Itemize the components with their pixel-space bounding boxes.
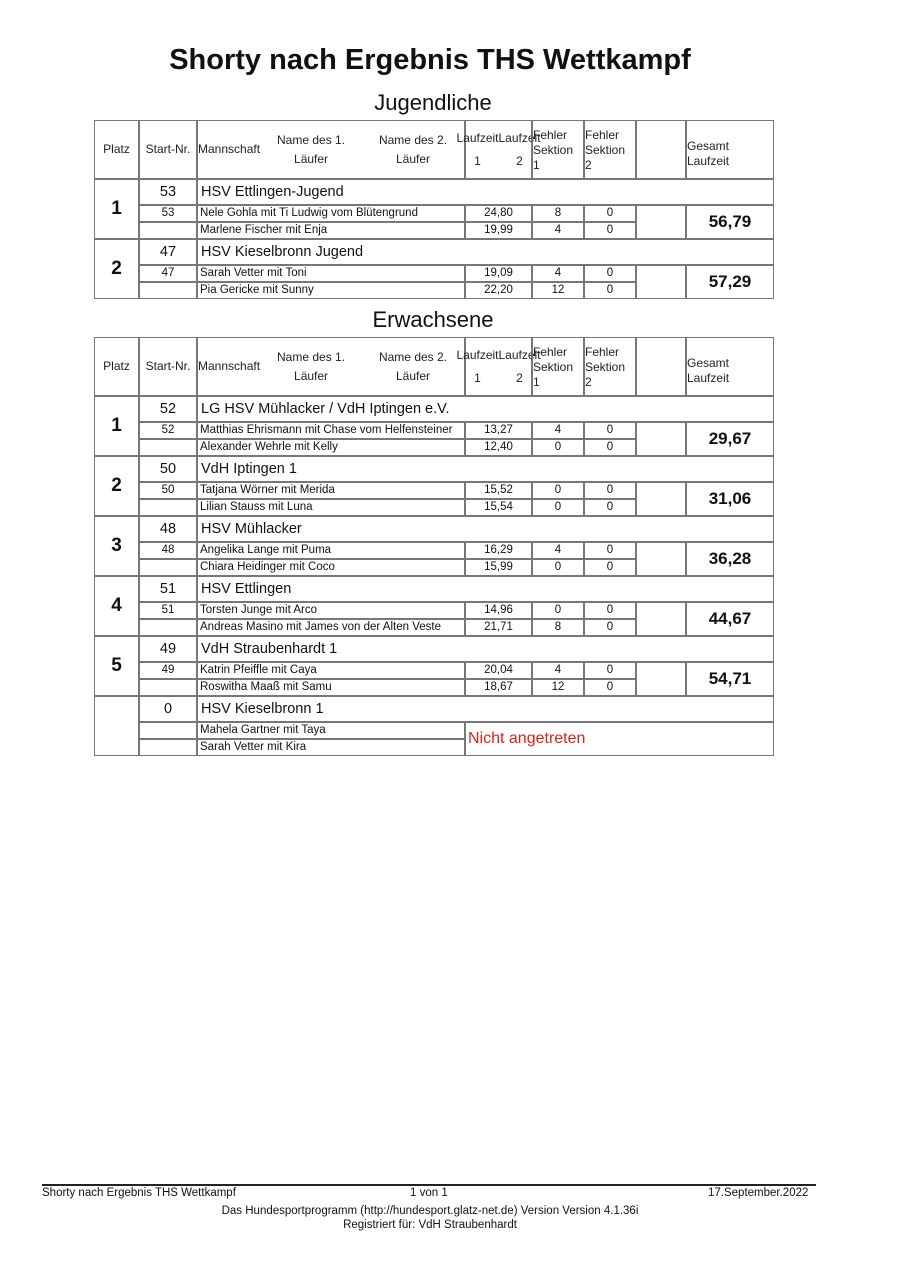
- header-team-line-1: Mannschaft: [198, 142, 261, 157]
- header-laufzeit-line-2: Laufzeit 2: [498, 347, 541, 385]
- runner-name: Andreas Masino mit James von der Alten Veste: [197, 619, 465, 636]
- runner-name: Matthias Ehrismann mit Chase vom Helfensteiner: [197, 422, 465, 439]
- runner-fehler-sektion-2: 0: [584, 482, 636, 499]
- header-blank-column: [636, 337, 686, 396]
- header-team-line-2: Name des 1. Läufer: [277, 349, 346, 383]
- header-fs1-line-2: Sektion: [533, 143, 574, 157]
- header-start-line-1: Start-: [145, 142, 175, 156]
- runner-name: Mahela Gartner mit Taya: [197, 722, 465, 739]
- header-fs2-line-2: Sektion: [585, 143, 626, 157]
- team-place: 5: [94, 636, 139, 696]
- header-total-line-2: Laufzeit: [687, 153, 730, 168]
- runner-laufzeit: 22,20: [465, 282, 532, 299]
- team-place: 4: [94, 576, 139, 636]
- header-start-line-2: Nr.: [175, 142, 191, 156]
- header-gesamt-laufzeit: [686, 120, 774, 179]
- runner-start-number: [139, 739, 197, 756]
- runner-fehler-sektion-1: 0: [532, 439, 584, 456]
- blank-cell: [636, 265, 686, 299]
- page-title: Shorty nach Ergebnis THS Wettkampf: [169, 44, 691, 76]
- team-total-time: 31,06: [686, 482, 774, 516]
- runner-fehler-sektion-2: 0: [584, 559, 636, 576]
- runner-laufzeit: 24,80: [465, 205, 532, 222]
- runner-fehler-sektion-2: 0: [584, 282, 636, 299]
- team-start-number: 53: [139, 179, 197, 205]
- header-laufzeit: [456, 120, 541, 179]
- runner-start-number: 50: [139, 482, 197, 499]
- runner-laufzeit: 19,99: [465, 222, 532, 239]
- runner-start-number: 48: [139, 542, 197, 559]
- team-name: HSV Mühlacker: [197, 516, 774, 542]
- runner-name: Marlene Fischer mit Enja: [197, 222, 465, 239]
- runner-fehler-sektion-2: 0: [584, 542, 636, 559]
- team-name: VdH Iptingen 1: [197, 456, 774, 482]
- footer-registration-line: Registriert für: VdH Straubenhardt: [343, 1219, 517, 1231]
- runner-fehler-sektion-1: 4: [532, 662, 584, 679]
- runner-laufzeit: 18,67: [465, 679, 532, 696]
- team-place: 2: [94, 239, 139, 299]
- header-fs1-line-3: 1: [533, 158, 540, 172]
- runner-name: Torsten Junge mit Arco: [197, 602, 465, 619]
- header-mannschaft: [197, 120, 465, 179]
- footer-divider: [42, 1184, 816, 1186]
- runner-start-number: [139, 222, 197, 239]
- blank-cell: [636, 602, 686, 636]
- header-start-line-1: Start-: [145, 359, 175, 373]
- team-total-time: 29,67: [686, 422, 774, 456]
- section-title: Erwachsene: [372, 307, 494, 333]
- header-laufzeit-line-1: Laufzeit 1: [456, 130, 499, 168]
- team-start-number: 49: [139, 636, 197, 662]
- runner-fehler-sektion-1: 0: [532, 559, 584, 576]
- team-place: [94, 696, 139, 756]
- runner-laufzeit: 15,54: [465, 499, 532, 516]
- team-start-number: 50: [139, 456, 197, 482]
- header-fehler-sektion-1: [532, 120, 584, 179]
- runner-fehler-sektion-2: 0: [584, 205, 636, 222]
- team-place: 1: [94, 179, 139, 239]
- runner-laufzeit: 15,99: [465, 559, 532, 576]
- runner-fehler-sektion-2: 0: [584, 422, 636, 439]
- header-team-line-1: Mannschaft: [198, 359, 261, 374]
- team-name: HSV Kieselbronn Jugend: [197, 239, 774, 265]
- header-start-nr: [139, 337, 197, 396]
- team-name: HSV Ettlingen-Jugend: [197, 179, 774, 205]
- runner-fehler-sektion-1: 12: [532, 282, 584, 299]
- header-fs1-line-1: Fehler: [533, 345, 568, 359]
- runner-fehler-sektion-2: 0: [584, 265, 636, 282]
- header-team-line-2: Name des 1. Läufer: [277, 132, 346, 166]
- runner-start-number: [139, 499, 197, 516]
- runner-name: Tatjana Wörner mit Merida: [197, 482, 465, 499]
- header-start-nr: [139, 120, 197, 179]
- runner-fehler-sektion-1: 4: [532, 265, 584, 282]
- blank-cell: [636, 482, 686, 516]
- runner-start-number: [139, 619, 197, 636]
- runner-name: Lilian Stauss mit Luna: [197, 499, 465, 516]
- header-fs2-line-3: 2: [585, 158, 592, 172]
- runner-name: Roswitha Maaß mit Samu: [197, 679, 465, 696]
- header-fehler-sektion-2: [584, 120, 636, 179]
- header-mannschaft: [197, 337, 465, 396]
- header-laufzeit-line-2: Laufzeit 2: [498, 130, 541, 168]
- team-total-time: 57,29: [686, 265, 774, 299]
- runner-start-number: 53: [139, 205, 197, 222]
- header-fs1-line-2: Sektion: [533, 360, 574, 374]
- team-start-number: 47: [139, 239, 197, 265]
- runner-fehler-sektion-2: 0: [584, 602, 636, 619]
- runner-laufzeit: 14,96: [465, 602, 532, 619]
- blank-cell: [636, 662, 686, 696]
- footer-page-number: 1 von 1: [410, 1187, 448, 1199]
- footer-software-line: Das Hundesportprogramm (http://hundesport.glatz-net.de) Version Version 4.1.36i: [221, 1205, 639, 1217]
- runner-fehler-sektion-1: 4: [532, 222, 584, 239]
- header-start-line-2: Nr.: [175, 359, 191, 373]
- runner-fehler-sektion-2: 0: [584, 662, 636, 679]
- team-name: VdH Straubenhardt 1: [197, 636, 774, 662]
- runner-fehler-sektion-1: 4: [532, 422, 584, 439]
- runner-name: Katrin Pfeiffle mit Caya: [197, 662, 465, 679]
- runner-fehler-sektion-1: 4: [532, 542, 584, 559]
- runner-laufzeit: 13,27: [465, 422, 532, 439]
- team-place: 1: [94, 396, 139, 456]
- runner-laufzeit: 21,71: [465, 619, 532, 636]
- team-total-time: 54,71: [686, 662, 774, 696]
- blank-cell: [636, 205, 686, 239]
- header-laufzeit-line-1: Laufzeit 1: [456, 347, 499, 385]
- runner-laufzeit: 16,29: [465, 542, 532, 559]
- header-fehler-sektion-2: [584, 337, 636, 396]
- runner-laufzeit: 12,40: [465, 439, 532, 456]
- header-platz: Platz: [94, 120, 139, 179]
- header-platz: Platz: [94, 337, 139, 396]
- runner-start-number: 52: [139, 422, 197, 439]
- runner-fehler-sektion-2: 0: [584, 499, 636, 516]
- runner-start-number: 49: [139, 662, 197, 679]
- header-fs2-line-1: Fehler: [585, 345, 620, 359]
- header-fs1-line-3: 1: [533, 375, 540, 389]
- runner-name: Chiara Heidinger mit Coco: [197, 559, 465, 576]
- team-name: HSV Ettlingen: [197, 576, 774, 602]
- runner-fehler-sektion-1: 0: [532, 602, 584, 619]
- runner-fehler-sektion-2: 0: [584, 679, 636, 696]
- team-start-number: 48: [139, 516, 197, 542]
- runner-fehler-sektion-1: 8: [532, 205, 584, 222]
- header-total-line-2: Laufzeit: [687, 370, 730, 385]
- runner-fehler-sektion-1: 12: [532, 679, 584, 696]
- runner-start-number: 47: [139, 265, 197, 282]
- runner-laufzeit: 19,09: [465, 265, 532, 282]
- team-place: 3: [94, 516, 139, 576]
- runner-name: Sarah Vetter mit Toni: [197, 265, 465, 282]
- header-fehler-sektion-1: [532, 337, 584, 396]
- runner-start-number: [139, 439, 197, 456]
- header-blank-column: [636, 120, 686, 179]
- header-team-line-3: Name des 2. Läufer: [378, 349, 448, 383]
- team-place: 2: [94, 456, 139, 516]
- header-total-line-1: Gesamt: [687, 355, 730, 370]
- runner-fehler-sektion-2: 0: [584, 222, 636, 239]
- header-fs1-line-1: Fehler: [533, 128, 568, 142]
- runner-name: Nele Gohla mit Ti Ludwig vom Blütengrund: [197, 205, 465, 222]
- team-start-number: 0: [139, 696, 197, 722]
- runner-start-number: [139, 679, 197, 696]
- blank-cell: [636, 542, 686, 576]
- runner-name: Alexander Wehrle mit Kelly: [197, 439, 465, 456]
- runner-name: Sarah Vetter mit Kira: [197, 739, 465, 756]
- header-total-line-1: Gesamt: [687, 138, 730, 153]
- runner-fehler-sektion-1: 8: [532, 619, 584, 636]
- header-fs2-line-2: Sektion: [585, 360, 626, 374]
- runner-fehler-sektion-2: 0: [584, 439, 636, 456]
- header-fs2-line-3: 2: [585, 375, 592, 389]
- footer-date: 17.September.2022: [708, 1187, 809, 1199]
- team-name: LG HSV Mühlacker / VdH Iptingen e.V.: [197, 396, 774, 422]
- footer-title: Shorty nach Ergebnis THS Wettkampf: [42, 1187, 236, 1199]
- runner-fehler-sektion-1: 0: [532, 482, 584, 499]
- runner-fehler-sektion-1: 0: [532, 499, 584, 516]
- blank-cell: [636, 422, 686, 456]
- not-started-status: Nicht angetreten: [465, 722, 774, 756]
- runner-start-number: [139, 559, 197, 576]
- runner-laufzeit: 15,52: [465, 482, 532, 499]
- runner-start-number: 51: [139, 602, 197, 619]
- team-name: HSV Kieselbronn 1: [197, 696, 774, 722]
- section-title: Jugendliche: [374, 90, 492, 116]
- runner-start-number: [139, 722, 197, 739]
- header-fs2-line-1: Fehler: [585, 128, 620, 142]
- team-total-time: 36,28: [686, 542, 774, 576]
- team-total-time: 44,67: [686, 602, 774, 636]
- runner-fehler-sektion-2: 0: [584, 619, 636, 636]
- runner-start-number: [139, 282, 197, 299]
- header-laufzeit: [456, 337, 541, 396]
- runner-laufzeit: 20,04: [465, 662, 532, 679]
- header-team-line-3: Name des 2. Läufer: [378, 132, 448, 166]
- team-start-number: 51: [139, 576, 197, 602]
- runner-name: Angelika Lange mit Puma: [197, 542, 465, 559]
- header-gesamt-laufzeit: [686, 337, 774, 396]
- team-total-time: 56,79: [686, 205, 774, 239]
- runner-name: Pia Gericke mit Sunny: [197, 282, 465, 299]
- team-start-number: 52: [139, 396, 197, 422]
